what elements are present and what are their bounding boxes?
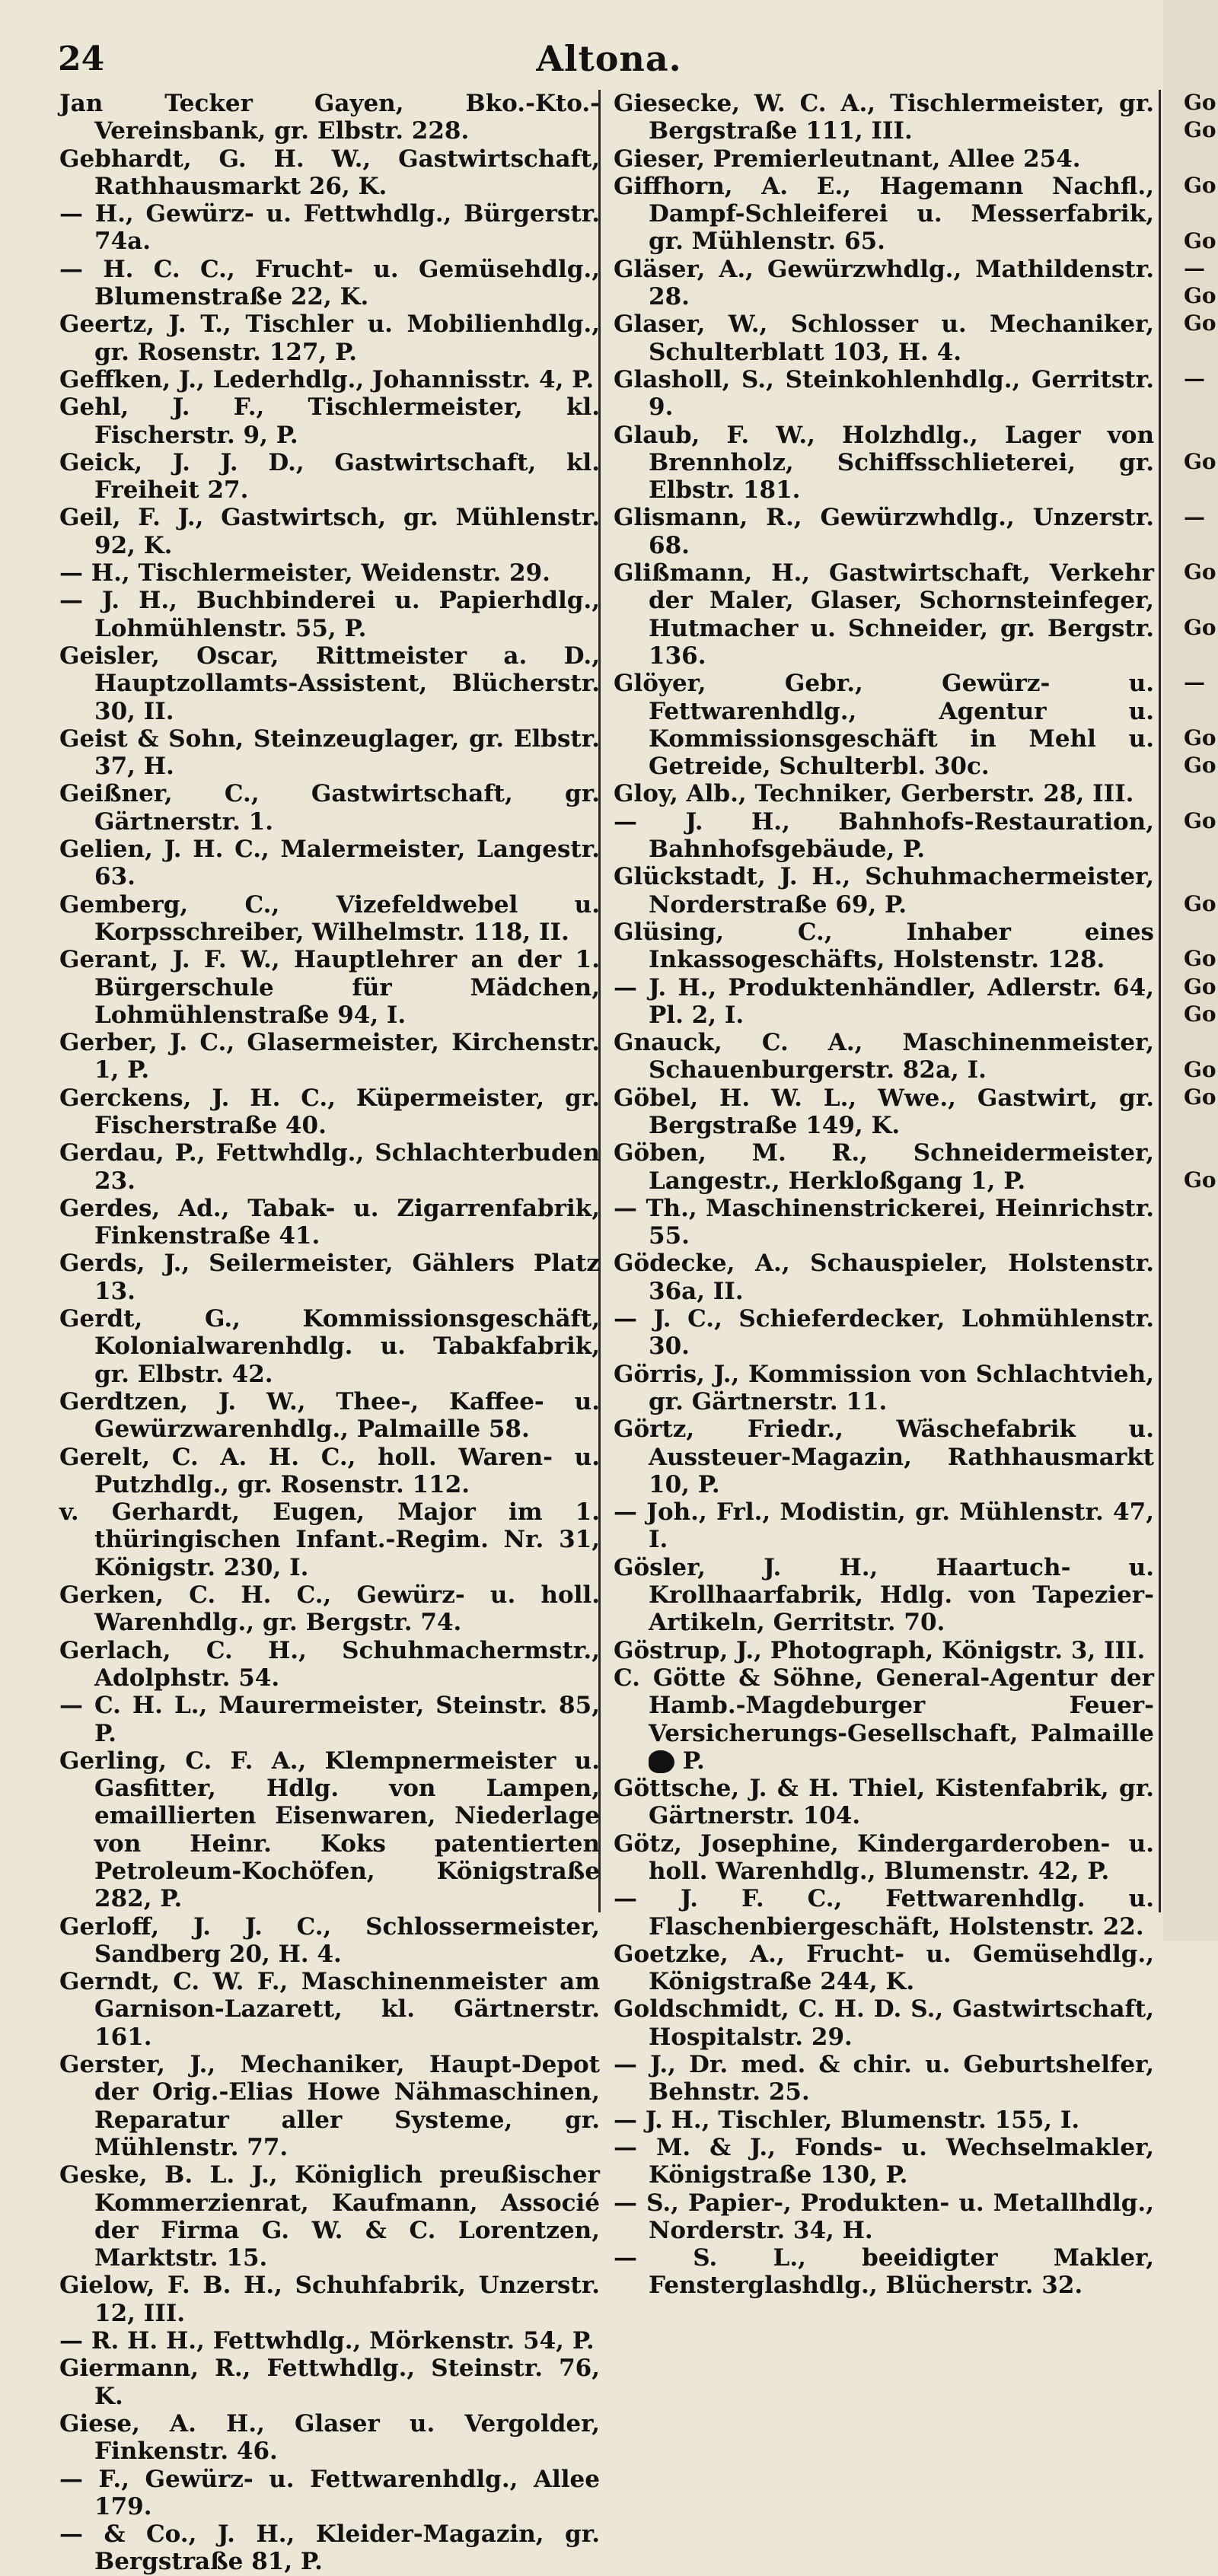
- edge-fragment: Go: [1184, 283, 1216, 309]
- edge-fragment: Go: [1184, 753, 1216, 779]
- directory-entry: Gloy, Alb., Techniker, Gerberstr. 28, III.: [614, 780, 1134, 808]
- directory-entry: Gerds, J., Seilermeister, Gählers Platz 13.: [59, 1250, 600, 1305]
- edge-fragment: —: [1184, 504, 1205, 530]
- directory-entry: Gielow, F. B. H., Schuhfabrik, Unzerstr. 12, III.: [59, 2272, 600, 2327]
- directory-entry: Geffken, J., Lederhdlg., Johannisstr. 4, P.: [59, 365, 595, 393]
- directory-entry: Göben, M. R., Schneidermeister, Langestr., Herkloßgang 1, P.: [614, 1139, 1154, 1195]
- directory-entry: Gehl, J. F., Tischlermeister, kl. Fischerstr. 9, P.: [59, 393, 600, 449]
- edge-fragment: Go: [1184, 973, 1216, 999]
- directory-entry: — Th., Maschinenstrickerei, Heinrichstr. 55.: [614, 1194, 1154, 1250]
- directory-entry: — J. H., Buchbinderei u. Papierhdlg., Lohmühlenstr. 55, P.: [59, 587, 600, 642]
- right-column: [614, 90, 1154, 2300]
- directory-entry: Geske, B. L. J., Königlich preußischer Kommerzienrat, Kaufmann, Associé der Firma G. W. & C. Lorentzen, Marktstr. 15.: [59, 2161, 600, 2272]
- directory-entry: Gödecke, A., Schauspieler, Holstenstr. 36a, II.: [614, 1250, 1154, 1305]
- left-column: [59, 90, 600, 2576]
- edge-fragment: Go: [1184, 172, 1216, 198]
- directory-entry: Geick, J. J. D., Gastwirtschaft, kl. Freiheit 27.: [59, 448, 600, 505]
- directory-entry: — J. H., Bahnhofs-Restauration, Bahnhofsgebäude, P.: [614, 807, 1154, 864]
- directory-entry: Gerelt, C. A. H. C., holl. Waren- u. Putzhdlg., gr. Rosenstr. 112.: [59, 1443, 600, 1498]
- directory-entry: Glaub, F. W., Holzhdlg., Lager von Brennholz, Schiffsschlieterei, gr. Elbstr. 181.: [614, 421, 1154, 505]
- edge-fragment: Go: [1184, 890, 1216, 916]
- directory-entry: v. Gerhardt, Eugen, Major im 1. thüringischen Infant.-Regim. Nr. 31, Königstr. 230, I.: [59, 1498, 600, 1581]
- edge-fragment: Go: [1184, 614, 1216, 640]
- directory-entry: Glasholl, S., Steinkohlenhdlg., Gerritstr. 9.: [614, 365, 1154, 422]
- directory-entry: Geertz, J. T., Tischler u. Mobilienhdlg., gr. Rosenstr. 127, P.: [59, 310, 600, 366]
- directory-entry: — J. H., Tischler, Blumenstr. 155, I.: [614, 2106, 1080, 2134]
- edge-fragment: Go: [1184, 1056, 1216, 1082]
- directory-entry: Gerckens, J. H. C., Küpermeister, gr. Fischerstraße 40.: [59, 1084, 600, 1139]
- directory-entry: Gebhardt, G. H. W., Gastwirtschaft, Rathhausmarkt 26, K.: [59, 145, 600, 200]
- directory-entry: Gerndt, C. W. F., Maschinenmeister am Garnison-Lazarett, kl. Gärtnerstr. 161.: [59, 1968, 600, 2051]
- edge-fragment: Go: [1184, 807, 1216, 833]
- directory-entry: — J., Dr. med. & chir. u. Geburtshelfer, Behnstr. 25.: [614, 2051, 1154, 2106]
- directory-entry: Gerlach, C. H., Schuhmachermstr., Adolphstr. 54.: [59, 1636, 600, 1692]
- directory-entry: Gerdt, G., Kommissionsgeschäft, Kolonialwarenhdlg. u. Tabakfabrik, gr. Elbstr. 42.: [59, 1305, 600, 1388]
- directory-entry: — S., Papier-, Produkten- u. Metallhdlg., Norderstr. 34, H.: [614, 2189, 1154, 2244]
- edge-fragment: Go: [1184, 724, 1216, 750]
- directory-entry: — S. L., beeidigter Makler, Fensterglashdlg., Blücherstr. 32.: [614, 2244, 1154, 2300]
- directory-entry: Giesecke, W. C. A., Tischlermeister, gr. Bergstraße 111, III.: [614, 90, 1154, 145]
- directory-entry: Gemberg, C., Vizefeldwebel u. Korpsschreiber, Wilhelmstr. 118, II.: [59, 890, 600, 946]
- edge-fragment: —: [1184, 366, 1205, 391]
- directory-entry: — C. H. L., Maurermeister, Steinstr. 85, P.: [59, 1692, 600, 1747]
- directory-entry: Goldschmidt, C. H. D. S., Gastwirtschaft, Hospitalstr. 29.: [614, 1995, 1154, 2051]
- directory-entry: Glismann, R., Gewürzwhdlg., Unzerstr. 68.: [614, 504, 1154, 559]
- edge-fragment: Go: [1184, 228, 1216, 253]
- directory-entry: Gerdes, Ad., Tabak- u. Zigarrenfabrik, Finkenstraße 41.: [59, 1194, 600, 1250]
- directory-entry: Geißner, C., Gastwirtschaft, gr. Gärtnerstr. 1.: [59, 780, 600, 836]
- directory-entry: Gerber, J. C., Glasermeister, Kirchenstr. 1, P.: [59, 1029, 600, 1084]
- directory-entry: C. Götte & Söhne, General-Agentur der Hamb.-Magdeburger Feuer-Versicherungs-Gesellschaft, Palmaille P.: [614, 1664, 1154, 1775]
- directory-entry: Goetzke, A., Frucht- u. Gemüsehdlg., Königstraße 244, K.: [614, 1940, 1154, 1996]
- directory-entry: Geisler, Oscar, Rittmeister a. D., Hauptzollamts-Assistent, Blücherstr. 30, II.: [59, 642, 600, 725]
- directory-entry: — J. C., Schieferdecker, Lohmühlenstr. 30.: [614, 1305, 1154, 1361]
- entry-tail: P.: [674, 1747, 705, 1775]
- directory-entry: Gerken, C. H. C., Gewürz- u. holl. Warenhdlg., gr. Bergstr. 74.: [59, 1581, 600, 1637]
- directory-entry: Gerloff, J. J. C., Schlossermeister, Sandberg 20, H. 4.: [59, 1912, 600, 1968]
- directory-entry: — H., Tischlermeister, Weidenstr. 29.: [59, 559, 550, 587]
- directory-entry: Geist & Sohn, Steinzeuglager, gr. Elbstr. 37, H.: [59, 724, 600, 781]
- directory-entry: Giffhorn, A. E., Hagemann Nachfl., Dampf-Schleiferei u. Messerfabrik, gr. Mühlenstr. 65.: [614, 172, 1154, 256]
- directory-entry: — H. C. C., Frucht- u. Gemüsehdlg., Blumenstraße 22, K.: [59, 255, 600, 311]
- edge-fragment: —: [1184, 255, 1205, 281]
- directory-entry: Glöyer, Gebr., Gewürz- u. Fettwarenhdlg., Agentur u. Kommissionsgeschäft in Mehl u. Getreide, Schulterbl. 30c.: [614, 670, 1154, 781]
- edge-fragment: Go: [1184, 448, 1216, 474]
- directory-entry: — M. & J., Fonds- u. Wechselmakler, Königstraße 130, P.: [614, 2133, 1154, 2189]
- directory-entry: Gerant, J. F. W., Hauptlehrer an der 1. Bürgerschule für Mädchen, Lohmühlenstraße 94, I.: [59, 946, 600, 1029]
- directory-entry: Gerdau, P., Fettwhdlg., Schlachterbuden 23.: [59, 1139, 600, 1195]
- directory-entry: Gieser, Premierleutnant, Allee 254.: [614, 145, 1081, 173]
- directory-entry: Giese, A. H., Glaser u. Vergolder, Finkenstr. 46.: [59, 2409, 600, 2466]
- page-edge-rule: [1159, 90, 1161, 1912]
- edge-fragment: Go: [1184, 559, 1216, 585]
- edge-fragment: Go: [1184, 117, 1216, 143]
- directory-entry: Göbel, H. W. L., Wwe., Gastwirt, gr. Bergstraße 149, K.: [614, 1084, 1154, 1139]
- directory-entry: Gerling, C. F. A., Klempnermeister u. Gasfitter, Hdlg. von Lampen, emaillierten Eisenwaren, Niederlage von Heinr. Koks patentierten Petroleum-Kochöfen, Königstraße 282, P.: [59, 1747, 600, 1913]
- directory-entry: Glückstadt, J. H., Schuhmachermeister, Norderstraße 69, P.: [614, 863, 1154, 919]
- edge-fragment: Go: [1184, 1084, 1216, 1110]
- directory-entry: — J. F. C., Fettwarenhdlg. u. Flaschenbiergeschäft, Holstenstr. 22.: [614, 1885, 1154, 1941]
- directory-entry: Görtz, Friedr., Wäschefabrik u. Aussteuer-Magazin, Rathhausmarkt 10, P.: [614, 1415, 1154, 1498]
- directory-entry: — Joh., Frl., Modistin, gr. Mühlenstr. 47, I.: [614, 1498, 1154, 1554]
- directory-entry: Gelien, J. H. C., Malermeister, Langestr. 63.: [59, 836, 600, 891]
- directory-entry: Glüsing, C., Inhaber eines Inkassogeschäfts, Holstenstr. 128.: [614, 918, 1154, 974]
- directory-entry: Geil, F. J., Gastwirtsch, gr. Mühlenstr. 92, K.: [59, 504, 600, 559]
- directory-entry: — F., Gewürz- u. Fettwarenhdlg., Allee 179.: [59, 2465, 600, 2520]
- directory-entry: Jan Tecker Gayen, Bko.-Kto.-Vereinsbank, gr. Elbstr. 228.: [59, 90, 600, 145]
- directory-entry: Gnauck, C. A., Maschinenmeister, Schauenburgerstr. 82a, I.: [614, 1029, 1154, 1084]
- directory-entry: Görris, J., Kommission von Schlachtvieh, gr. Gärtnerstr. 11.: [614, 1360, 1154, 1415]
- directory-entry: — H., Gewürz- u. Fettwhdlg., Bürgerstr. 74a.: [59, 200, 600, 256]
- edge-fragment: Go: [1184, 90, 1216, 115]
- edge-fragment: Go: [1184, 1001, 1216, 1027]
- directory-entry: Gerdtzen, J. W., Thee-, Kaffee- u. Gewürzwarenhdlg., Palmaille 58.: [59, 1387, 600, 1444]
- directory-entry: Götz, Josephine, Kindergarderoben- u. holl. Warenhdlg., Blumenstr. 42, P.: [614, 1829, 1154, 1885]
- page-title: Altona.: [536, 38, 682, 79]
- directory-entry: — R. H. H., Fettwhdlg., Mörkenstr. 54, P.: [59, 2327, 595, 2355]
- edge-fragment: Go: [1184, 310, 1216, 336]
- directory-entry: Gerster, J., Mechaniker, Haupt-Depot der Orig.-Elias Howe Nähmaschinen, Reparatur aller Systeme, gr. Mühlenstr. 77.: [59, 2051, 600, 2161]
- edge-fragment: Go: [1184, 1167, 1216, 1192]
- directory-entry: Giermann, R., Fettwhdlg., Steinstr. 76, K.: [59, 2355, 600, 2410]
- edge-fragment: Go: [1184, 946, 1216, 972]
- page-number: 24: [58, 40, 105, 78]
- directory-entry: — & Co., J. H., Kleider-Magazin, gr. Bergstraße 81, P.: [59, 2520, 600, 2576]
- edge-fragment: —: [1184, 670, 1205, 696]
- directory-entry: — J. H., Produktenhändler, Adlerstr. 64, Pl. 2, I.: [614, 973, 1154, 1029]
- directory-entry: Gläser, A., Gewürzwhdlg., Mathildenstr. 28.: [614, 255, 1154, 311]
- ink-blot: [649, 1750, 674, 1773]
- directory-entry: Gösler, J. H., Haartuch- u. Krollhaarfabrik, Hdlg. von Tapezier-Artikeln, Gerritstr. 70.: [614, 1553, 1154, 1637]
- directory-entry: Glißmann, H., Gastwirtschaft, Verkehr der Maler, Glaser, Schornsteinfeger, Hutmacher u. Schneider, gr. Bergstr. 136.: [614, 559, 1154, 670]
- directory-entry: Göttsche, J. & H. Thiel, Kistenfabrik, gr. Gärtnerstr. 104.: [614, 1775, 1154, 1830]
- directory-entry: Göstrup, J., Photograph, Königstr. 3, III.: [614, 1636, 1146, 1664]
- directory-entry: Glaser, W., Schlosser u. Mechaniker, Schulterblatt 103, H. 4.: [614, 310, 1154, 366]
